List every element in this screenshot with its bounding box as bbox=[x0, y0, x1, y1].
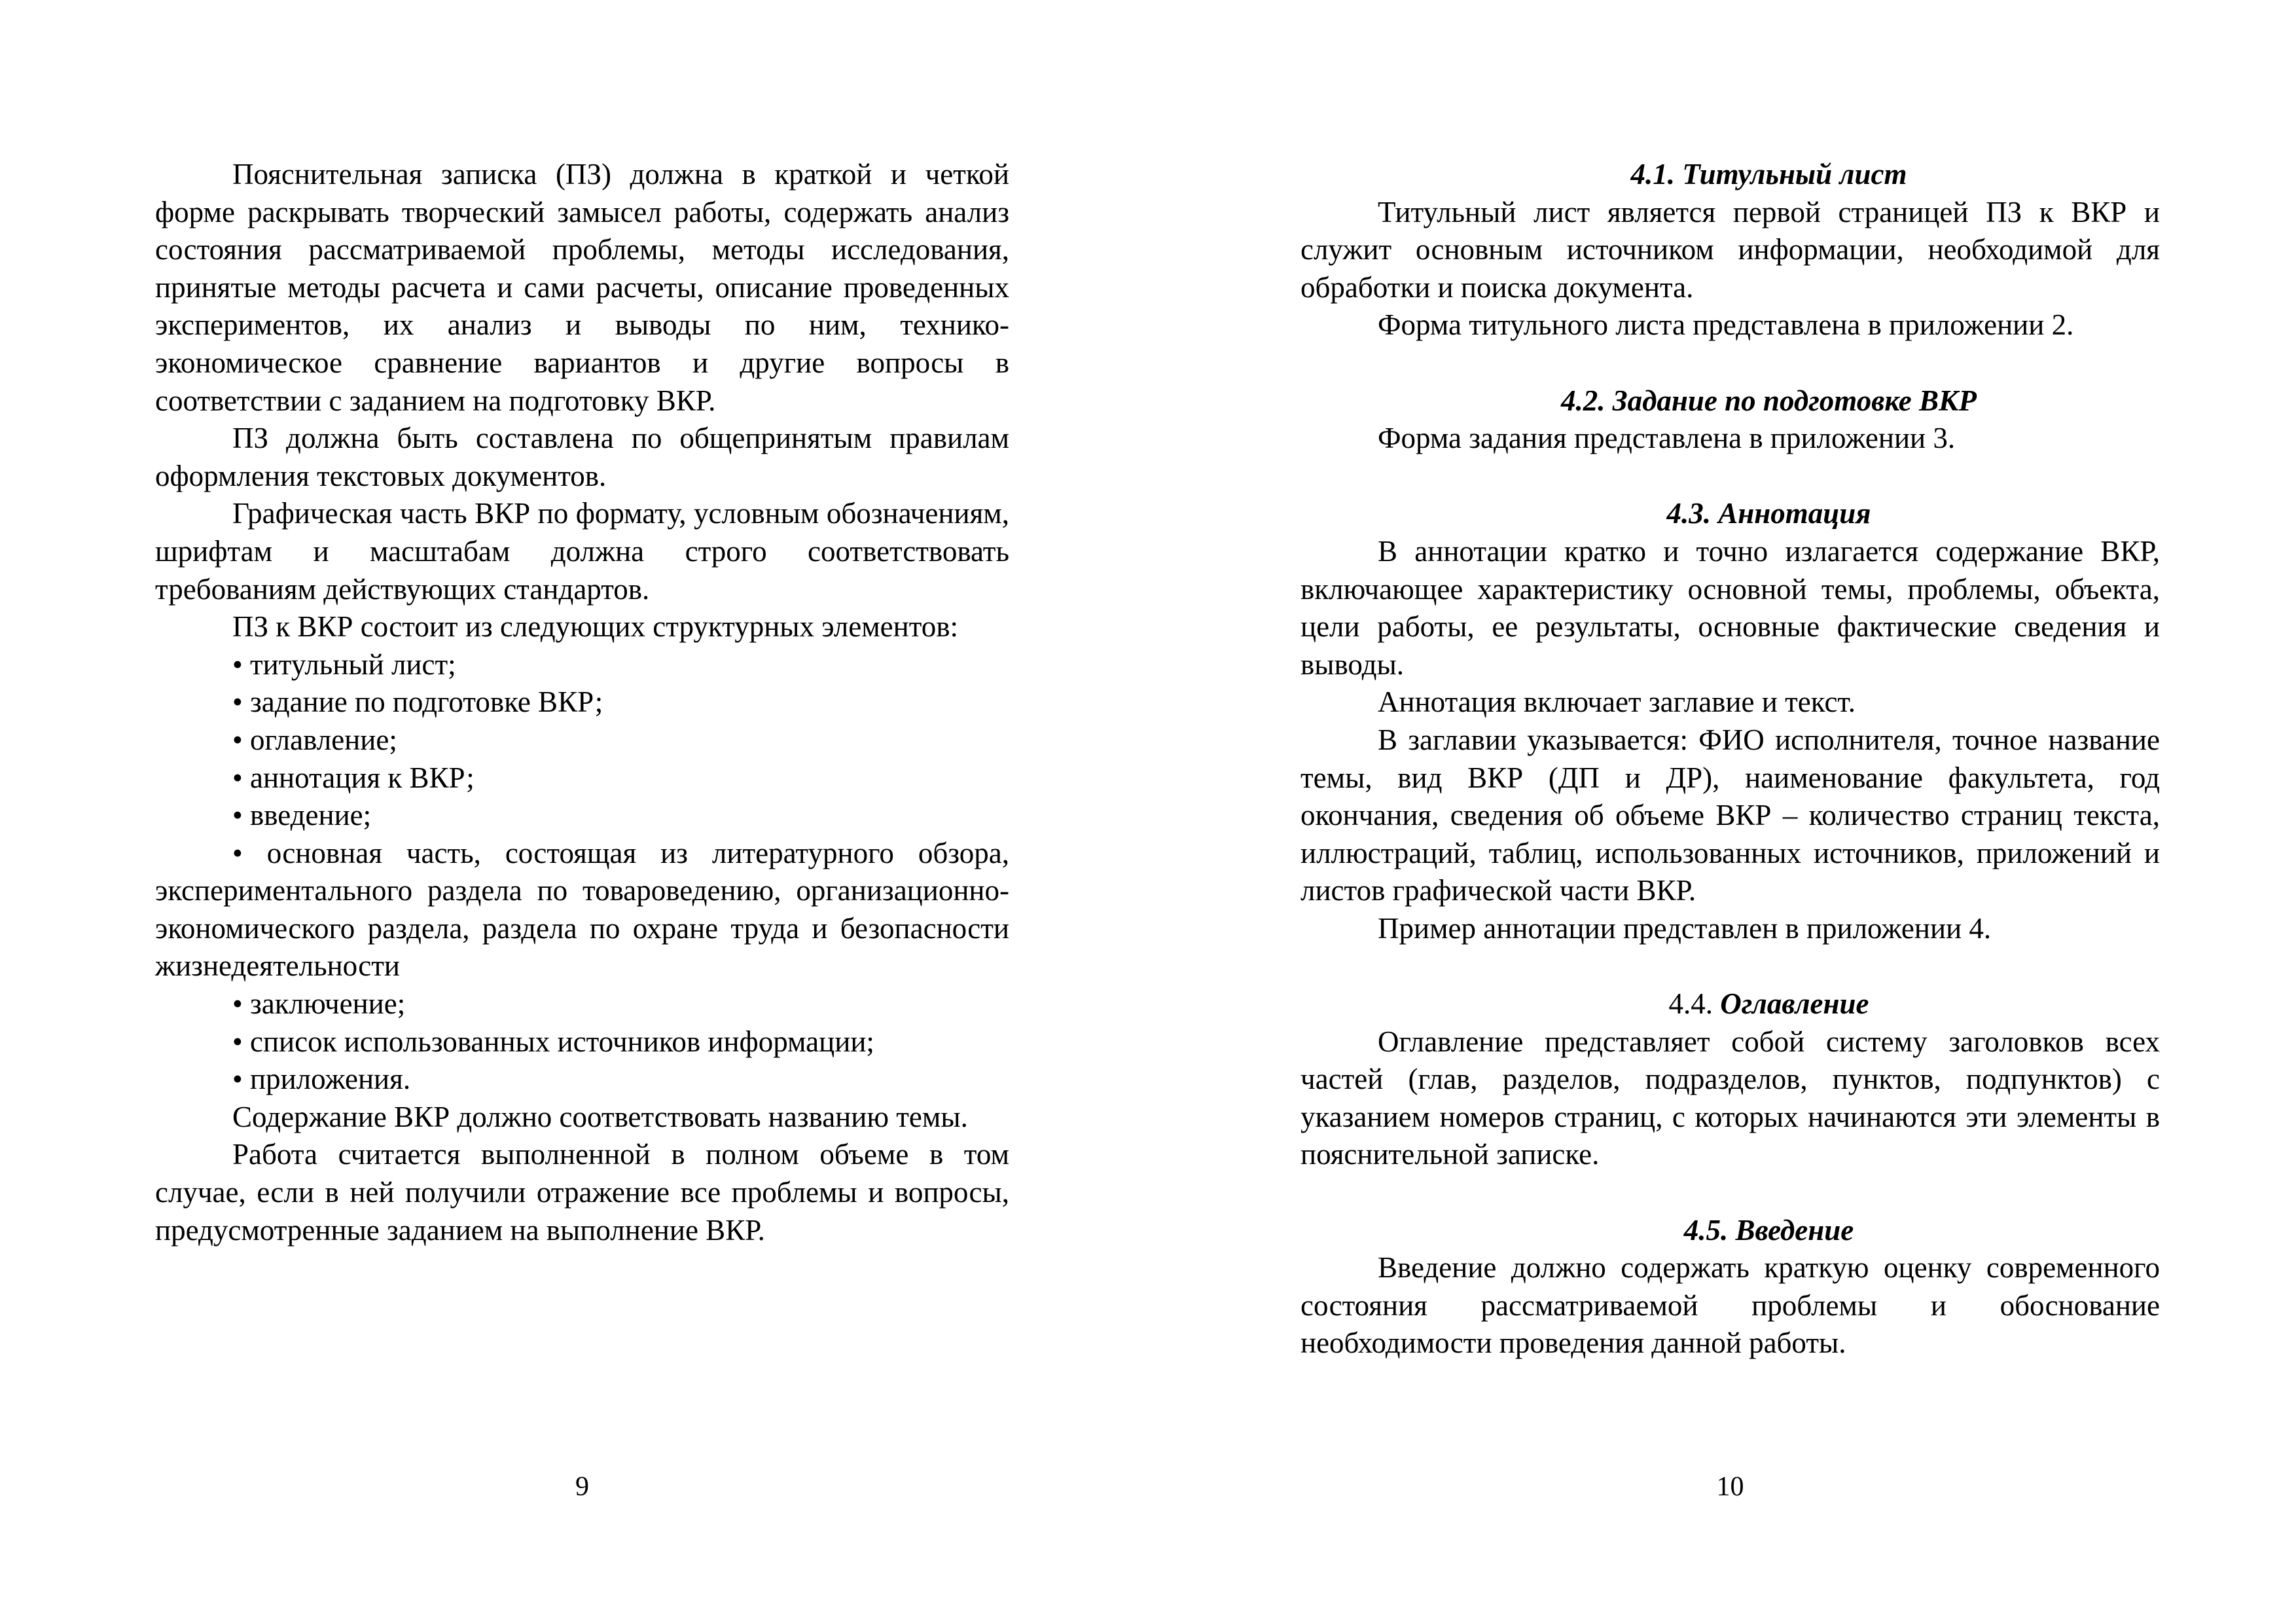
list-item: • титульный лист; bbox=[232, 647, 456, 681]
section-heading-title: Оглавление bbox=[1720, 987, 1869, 1021]
section-heading: 4.1. Титульный лист bbox=[1630, 158, 1907, 191]
page-number: 10 bbox=[1716, 1472, 1744, 1502]
paragraph: ПЗ к ВКР состоит из следующих структурных элементов: bbox=[232, 610, 959, 644]
list-item: • заключение; bbox=[232, 987, 406, 1021]
list-item: • список использованных источников информации; bbox=[232, 1025, 874, 1058]
section-spacer bbox=[1300, 458, 2160, 496]
list-item: • приложения. bbox=[232, 1063, 411, 1096]
section-heading-number: 4.4. bbox=[1668, 987, 1713, 1021]
right-page-content bbox=[1300, 156, 2160, 1362]
page-number: 9 bbox=[575, 1472, 589, 1502]
left-page-content bbox=[155, 156, 1009, 1249]
paragraph: В заглавии указывается: ФИО исполнителя, точное название темы, вид ВКР (ДП и ДР), наименование факультета, год окончания, сведения об объеме ВКР – количество страниц текста, иллюстраций, таблиц, использованных источников, приложений и листов графической части ВКР. bbox=[1300, 723, 2160, 907]
paragraph: В аннотации кратко и точно излагается содержание ВКР, включающее характеристику основной темы, проблемы, объекта, цели работы, ее результаты, основные фактические сведения и выводы. bbox=[1300, 534, 2160, 681]
paragraph: Пояснительная записка (ПЗ) должна в краткой и четкой форме раскрывать творческий замысел работы, содержать анализ состояния рассматриваемой проблемы, методы исследования, принятые методы расчета и сами расчеты, описание проведенных экспериментов, их анализ и выводы по ним, технико-экономическое сравнение вариантов и другие вопросы в соответствии с заданием на подготовку ВКР. bbox=[155, 158, 1009, 417]
list-item: • задание по подготовке ВКР; bbox=[232, 685, 603, 719]
paragraph: Оглавление представляет собой систему заголовков всех частей (глав, разделов, подразделов, пунктов, подпунктов) с указанием номеров страниц, с которых начинаются эти элементы в пояснительной записке. bbox=[1300, 1025, 2160, 1171]
section-spacer bbox=[1300, 947, 2160, 985]
right-page bbox=[1300, 0, 2160, 1623]
paragraph: Работа считается выполненной в полном объеме в том случае, если в ней получили отражение все проблемы и вопросы, предусмотренные заданием на выполнение ВКР. bbox=[155, 1138, 1009, 1247]
section-heading: 4.5. Введение bbox=[1683, 1213, 1854, 1247]
section-heading bbox=[1300, 985, 2160, 1023]
paragraph: Графическая часть ВКР по формату, условным обозначениям, шрифтам и масштабам должна строго соответствовать требованиям действующих стандартов. bbox=[155, 497, 1009, 606]
list-item: • введение; bbox=[232, 799, 372, 832]
section-spacer bbox=[1300, 1174, 2160, 1212]
paragraph: Аннотация включает заглавие и текст. bbox=[1378, 685, 1856, 719]
section-spacer bbox=[1300, 344, 2160, 382]
paragraph: Титульный лист является первой страницей ПЗ к ВКР и служит основным источником информации, необходимой для обработки и поиска документа. bbox=[1300, 195, 2160, 304]
left-page bbox=[155, 0, 1009, 1623]
paragraph: ПЗ должна быть составлена по общепринятым правилам оформления текстовых документов. bbox=[155, 422, 1009, 492]
paragraph: Содержание ВКР должно соответствовать названию темы. bbox=[232, 1100, 968, 1133]
section-heading: 4.2. Задание по подготовке ВКР bbox=[1560, 384, 1977, 417]
paragraph: Введение должно содержать краткую оценку современного состояния рассматриваемой проблемы и обоснование необходимости проведения данной работы. bbox=[1300, 1251, 2160, 1360]
paragraph: Форма титульного листа представлена в приложении 2. bbox=[1378, 308, 2074, 342]
list-item: • оглавление; bbox=[232, 723, 397, 756]
paragraph: Форма задания представлена в приложении 3. bbox=[1378, 422, 1956, 455]
section-heading: 4.3. Аннотация bbox=[1666, 497, 1871, 530]
list-item: • аннотация к ВКР; bbox=[232, 761, 475, 794]
paragraph: Пример аннотации представлен в приложении 4. bbox=[1378, 911, 1992, 945]
list-item: • основная часть, состоящая из литературного обзора, экспериментального раздела по товароведению, организационно-экономического раздела, раздела по охране труда и безопасности жизнедеятельности bbox=[155, 836, 1009, 983]
